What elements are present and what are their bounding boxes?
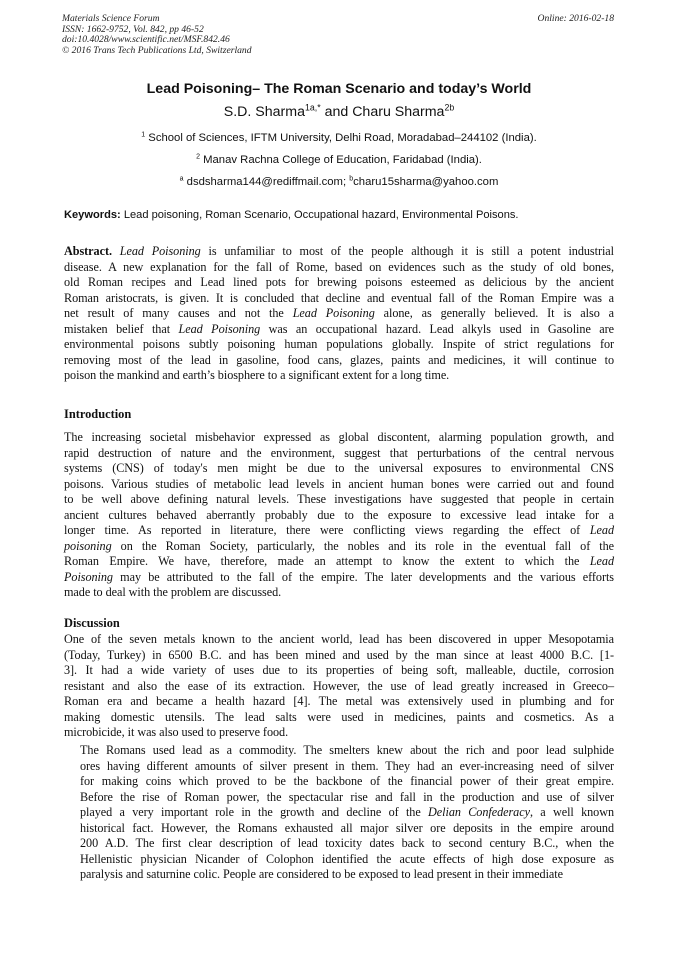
text-run: Hellenistic physician Nicander of Colophon identified the acute effects of high dose exposure as	[80, 851, 614, 866]
author-affil-marker: 2b	[444, 102, 455, 113]
text-run: paralysis and saturnine colic. People are considered to be exposed to lead present in their immediate	[80, 867, 563, 882]
italic-term: Lead	[589, 523, 614, 538]
text-line	[64, 570, 614, 586]
text-line	[64, 322, 614, 338]
text-run: rapid destruction of nature and the environment, suggest that perturbations of the central nervous	[64, 445, 614, 460]
italic-term: Lead Poisoning	[178, 321, 261, 336]
text-run: ores having different amounts of silver present in them. They had an ever-increasing need of silver	[80, 758, 614, 773]
text-line	[64, 679, 614, 695]
text-run: The increasing societal misbehavior expressed as global discontent, alarming population growth, and	[64, 430, 614, 444]
text-line	[64, 477, 614, 493]
text-line	[64, 291, 614, 307]
text-run: longer time. As reported in literature, there were conflicting views regarding the effect of	[64, 523, 590, 538]
author-name: S.D. Sharma	[223, 104, 305, 120]
keywords-line	[64, 208, 624, 222]
affil-marker: 1	[141, 131, 146, 139]
text-line	[64, 759, 614, 775]
issn-line: ISSN: 1662-9752, Vol. 842, pp 46-52	[62, 23, 204, 35]
author-affil-marker: 1a,*	[304, 102, 321, 113]
email-link[interactable]: dsdsharma144@rediffmail.com;	[186, 176, 347, 188]
author-line	[0, 102, 678, 122]
text-run: Roman era and became a health hazard [4]. The metal was extensively used in plumbing and for	[64, 694, 614, 709]
journal-metadata	[62, 14, 252, 56]
text-line	[64, 852, 614, 868]
text-run: 3]. It had a wide variety of uses due to its properties of being soft, malleable, ductile, corrosion	[64, 663, 614, 678]
text-line	[64, 275, 614, 291]
text-line	[64, 821, 614, 837]
text-run: alone, as generally believed. It is also a	[374, 306, 614, 321]
email-marker: b	[349, 175, 354, 183]
text-line	[64, 244, 614, 260]
text-line	[64, 337, 614, 353]
keywords-text: Lead poisoning, Roman Scenario, Occupational hazard, Environmental Poisons.	[123, 209, 519, 221]
text-run: old Roman recipes and Lead lined pots for brewing poisons esteemed as delicious by the ancient	[64, 275, 614, 290]
keywords-label: Keywords:	[64, 209, 121, 221]
text-run: environmental poisons subtly poisoning human populations globally. Inspite of strict regulations for	[64, 337, 614, 352]
text-run: Roman Empire. We have, therefore, made an attempt to know the extent to which the	[64, 554, 590, 569]
text-line	[64, 632, 614, 648]
text-line	[64, 774, 614, 790]
discussion-heading: Discussion	[64, 616, 120, 630]
affil-text: Manav Rachna College of Education, Faridabad (India).	[203, 154, 482, 166]
text-run: to be well above defining natural levels. These investigations have suggested that people in certain	[64, 492, 614, 507]
text-run: poisons. Various studies of metabolic lead levels in ancient human bones were carried out and found	[64, 476, 614, 491]
text-line	[64, 554, 614, 570]
text-line	[64, 353, 614, 369]
text-run: ancient cultures behaved aberrantly probably due to the exposure to excessive lead intake for a	[64, 507, 614, 522]
text-run: , a well known	[529, 805, 614, 820]
text-line	[64, 430, 614, 446]
italic-term: Lead Poisoning	[292, 306, 375, 321]
text-run: The Romans used lead as a commodity. The smelters knew about the rich and poor lead sulphide	[80, 743, 614, 757]
text-line	[64, 648, 614, 664]
text-line	[64, 508, 614, 524]
affiliation-1	[0, 131, 678, 145]
text-run: is unfamiliar to most of the people although it is still a potent industrial	[200, 244, 615, 258]
text-run: on the Roman Society, particularly, the nobles and its role in the eventual fall of the	[111, 538, 614, 553]
copyright-line: © 2016 Trans Tech Publications Ltd, Switzerland	[62, 44, 252, 56]
text-run: poison the mankind and earth’s biosphere to a significant extent for a long time.	[64, 368, 450, 383]
text-line	[64, 663, 614, 679]
introduction-heading: Introduction	[64, 407, 132, 421]
abstract-label: Abstract.	[64, 244, 120, 258]
text-run: resistant and also the ease of its extraction. However, the use of lead greatly increased in Greeco–	[64, 678, 614, 693]
italic-term: Delian Confederacy	[428, 805, 530, 820]
discussion-paragraph-1	[64, 632, 614, 741]
text-line	[64, 836, 614, 852]
journal-name: Materials Science Forum	[62, 13, 160, 24]
text-run: disease. A new explanation for the fall of Rome, based on evidences such as the study of old bones,	[64, 259, 614, 274]
abstract-paragraph	[64, 244, 614, 384]
text-run: net result of many causes and not the	[64, 306, 293, 321]
author-connector: and	[320, 104, 353, 120]
text-run: for making coins which proved to be the backbone of the financial power of their great empire.	[80, 774, 614, 789]
text-line	[64, 585, 614, 601]
text-run: played a very important role in the growth and decline of the	[80, 805, 429, 820]
text-line	[64, 260, 614, 276]
italic-term: Poisoning	[64, 569, 113, 584]
text-run: historical fact. However, the Romans exhausted all major silver ore deposits in the empire around	[80, 820, 614, 835]
affiliation-2	[0, 153, 678, 167]
text-run: Roman aristocrats, is given. It is concluded that decline and eventual fall of the Roman Empire was a	[64, 290, 614, 305]
text-line	[64, 694, 614, 710]
text-line	[64, 523, 614, 539]
text-run: systems (CNS) of today's men might be due to the universal exposures to environmental CNS	[64, 461, 614, 476]
text-line	[64, 492, 614, 508]
text-run: making domestic utensils. The lead salts were used in medicines, paints and cosmetics. As a	[64, 709, 614, 724]
italic-term: Lead Poisoning	[119, 244, 201, 258]
text-line	[64, 306, 614, 322]
email-marker: a	[179, 175, 184, 183]
introduction-paragraph	[64, 430, 614, 601]
affil-marker: 2	[196, 153, 200, 161]
discussion-paragraph-2	[64, 743, 614, 883]
text-run: (Today, Turkey) in 6500 B.C. and has been mined and used by the man since at least 4000 B.C. [1-	[64, 647, 614, 662]
author-emails	[0, 175, 678, 189]
text-run: may be attributed to the fall of the empire. The later developments and the various efforts	[112, 569, 614, 584]
text-run: made to deal with the problem are discussed.	[64, 585, 282, 600]
affil-text: School of Sciences, IFTM University, Delhi Road, Moradabad–244102 (India).	[148, 132, 537, 144]
text-run: microbicide, it was also used to preserve food.	[64, 725, 289, 740]
text-run: was an occupational hazard. Lead alkyls used in Gasoline are	[260, 321, 614, 336]
text-run: Before the rise of Roman power, the spectacular rise and fall in the production and use of silver	[80, 789, 614, 804]
text-line	[64, 743, 614, 759]
text-line	[64, 539, 614, 555]
paper-title: Lead Poisoning– The Roman Scenario and today’s World	[146, 81, 532, 97]
text-run: One of the seven metals known to the ancient world, lead has been discovered in upper Mesopotamia	[64, 632, 614, 646]
email-link[interactable]: charu15sharma@yahoo.com	[353, 176, 499, 188]
text-line	[64, 725, 614, 741]
text-run: removing most of the lead in gasoline, food cans, glazes, paints and medicines, it will continue to	[64, 352, 614, 367]
text-line	[64, 710, 614, 726]
doi-link[interactable]: doi:10.4028/www.scientific.net/MSF.842.46	[62, 34, 230, 46]
text-line	[64, 867, 614, 883]
text-line	[64, 368, 614, 384]
author-name: Charu Sharma	[352, 104, 445, 120]
text-run: 200 A.D. The first clear description of lead toxicity dates back to second century B.C., when the	[80, 836, 614, 851]
text-line	[64, 790, 614, 806]
text-line	[64, 461, 614, 477]
text-run: mistaken belief that	[64, 321, 179, 336]
text-line	[64, 805, 614, 821]
italic-term: Lead	[589, 554, 614, 569]
text-line	[64, 446, 614, 462]
italic-term: poisoning	[64, 538, 112, 553]
online-date: Online: 2016-02-18	[537, 13, 614, 24]
